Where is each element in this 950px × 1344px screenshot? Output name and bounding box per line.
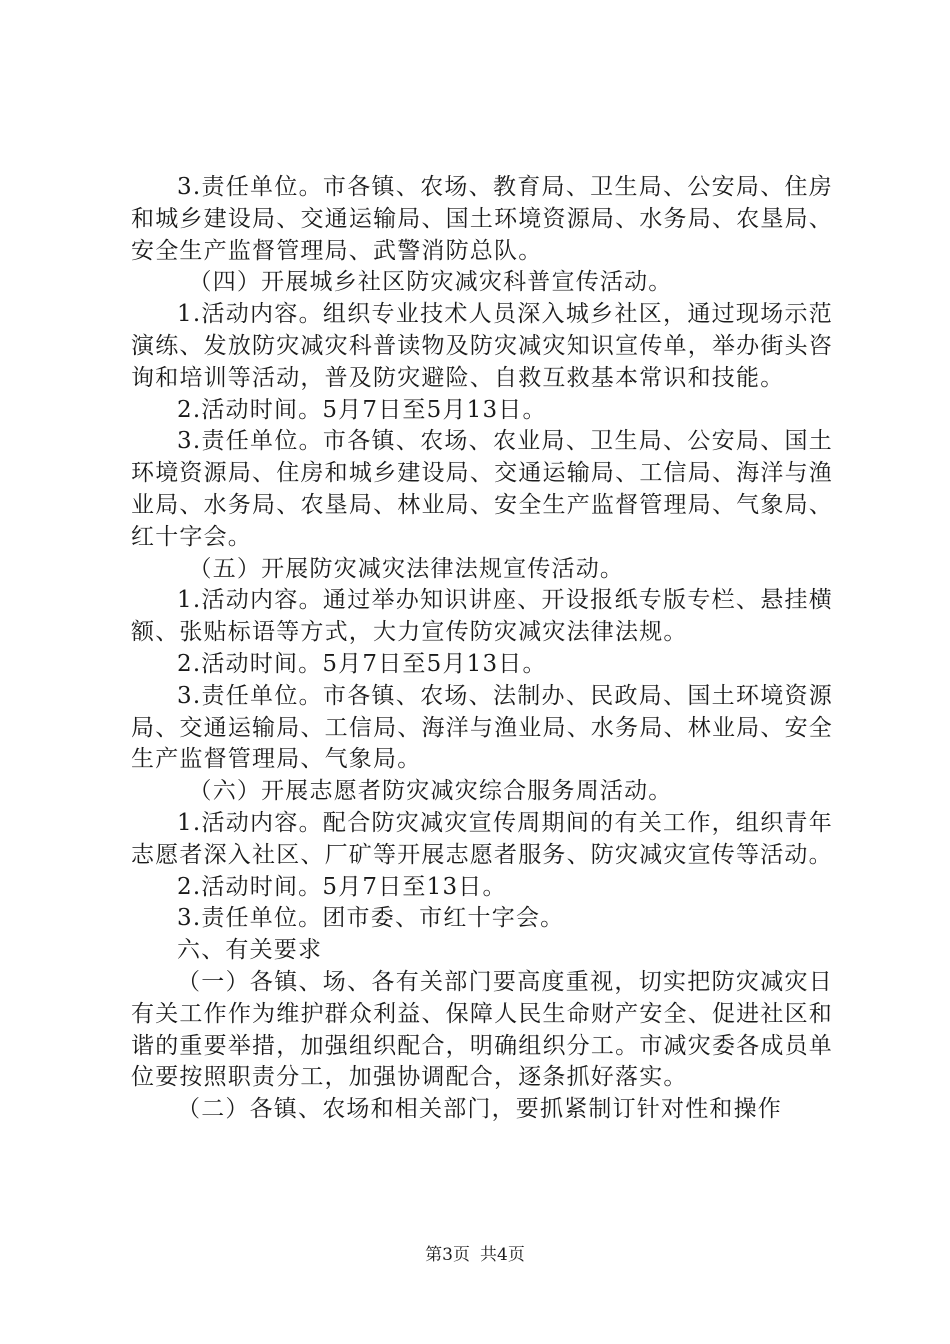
section-heading: （五）开展防灾减灾法律法规宣传活动。 — [188, 555, 625, 582]
body-paragraph: 1.活动内容。组织专业技术人员深入城乡社区，通过现场示范演练、发放防灾减灾科普读物及防灾减灾知识宣传单，举办街头咨询和培训等活动，普及防灾避险、自救互救基本常识和技能。 — [131, 301, 833, 391]
section-heading: （四）开展城乡社区防灾减灾科普宣传活动。 — [188, 269, 673, 296]
body-paragraph: （一）各镇、场、各有关部门要高度重视，切实把防灾减灾日有关工作作为维护群众利益、保障人民生命财产安全、促进社区和谐的重要举措，加强组织配合，明确组织分工。市减灾委各成员单位要按照职责分工，加强协调配合，逐条抓好落实。 — [131, 968, 833, 1091]
body-paragraph: 2.活动时间。5月7日至5月13日。 — [177, 396, 547, 423]
body-paragraph: 六、有关要求 — [177, 937, 323, 964]
body-paragraph: 3.责任单位。市各镇、农场、农业局、卫生局、公安局、国土环境资源局、住房和城乡建设局、交通运输局、工信局、海洋与渔业局、水务局、农垦局、林业局、安全生产监督管理局、气象局、红十字会。 — [131, 428, 833, 550]
body-paragraph: 3.责任单位。市各镇、农场、法制办、民政局、国土环境资源局、交通运输局、工信局、海洋与渔业局、水务局、林业局、安全生产监督管理局、气象局。 — [131, 682, 833, 773]
page-footer — [0, 1244, 950, 1266]
body-paragraph: 2.活动时间。5月7日至13日。 — [177, 873, 507, 900]
body-paragraph: 3.责任单位。团市委、市红十字会。 — [177, 905, 565, 932]
body-paragraph: 1.活动内容。通过举办知识讲座、开设报纸专版专栏、悬挂横额、张贴标语等方式，大力宣传防灾减灾法律法规。 — [131, 587, 833, 646]
body-paragraph: 2.活动时间。5月7日至5月13日。 — [177, 650, 547, 677]
page-number: 第3页 — [425, 1245, 470, 1265]
body-paragraph: 1.活动内容。配合防灾减灾宣传周期间的有关工作，组织青年志愿者深入社区、厂矿等开展志愿者服务、防灾减灾宣传等活动。 — [131, 809, 833, 868]
page-total: 共4页 — [480, 1245, 525, 1265]
document-body — [131, 172, 833, 1126]
body-paragraph: 3.责任单位。市各镇、农场、教育局、卫生局、公安局、住房和城乡建设局、交通运输局、国土环境资源局、水务局、农垦局、安全生产监督管理局、武警消防总队。 — [131, 174, 833, 264]
section-heading: （六）开展志愿者防灾减灾综合服务周活动。 — [188, 778, 673, 805]
body-paragraph: （二）各镇、农场和相关部门，要抓紧制订针对性和操作 — [177, 1096, 782, 1123]
